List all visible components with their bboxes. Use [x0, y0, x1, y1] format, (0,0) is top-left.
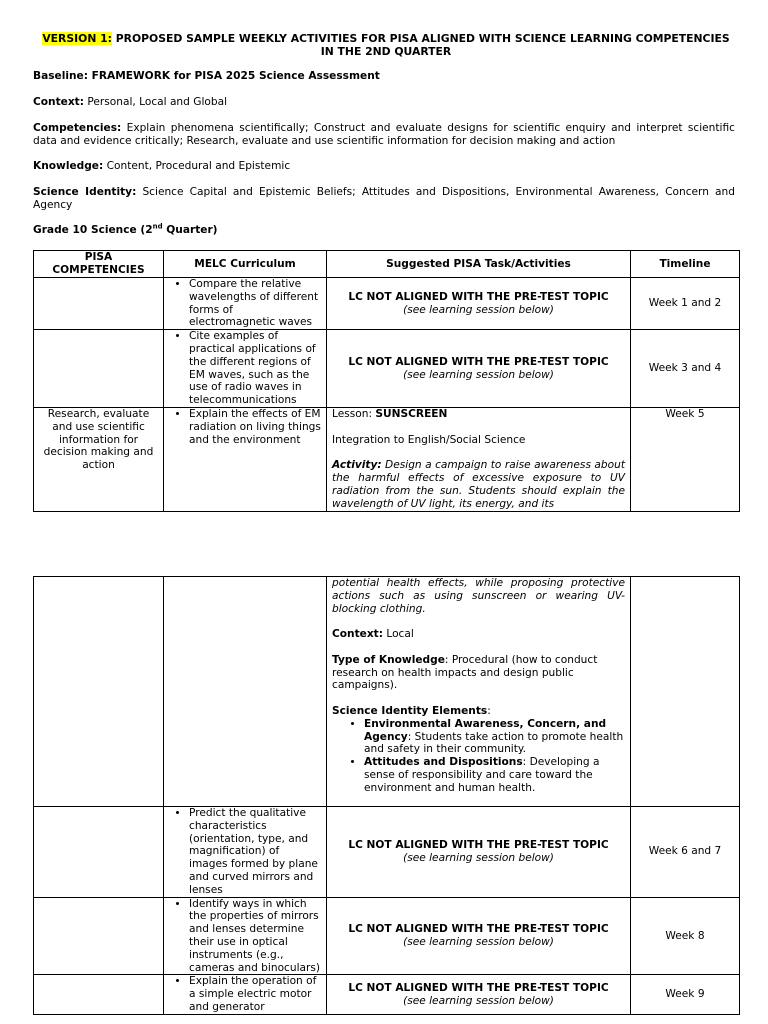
table-row: [34, 577, 740, 807]
timeline-cell: Week 6 and 7: [631, 807, 740, 898]
identity-elements-list: [332, 718, 625, 795]
pisa-cell: [34, 278, 164, 330]
melc-cell: [164, 577, 327, 807]
task-cell-sunscreen-continued: [327, 577, 631, 807]
table-row: [34, 278, 740, 330]
table-row: [34, 975, 740, 1014]
science-identity-line: Science Identity: Science Capital and Epistemic Beliefs; Attitudes and Dispositions, Environmental Awareness, Concern and Agency: [33, 186, 735, 211]
identity-elements-heading: Science Identity Elements:: [332, 704, 491, 717]
version-label: VERSION 1:: [42, 32, 112, 45]
task-cell-sunscreen: [327, 407, 631, 511]
melc-cell: • Predict the qualitative characteristics (orientation, type, and magnification) of images formed by plane and curved mirrors and lenses: [164, 807, 327, 898]
baseline-line: Baseline: FRAMEWORK for PISA 2025 Science Assessment: [33, 70, 380, 82]
pisa-cell: Research, evaluate and use scientific information for decision making and action: [34, 407, 164, 511]
timeline-cell: Week 1 and 2: [631, 278, 740, 330]
competencies-line: Competencies: Explain phenomena scientifically; Construct and evaluate designs for scientific enquiry and interpret scientific data and evidence critically; Research, evaluate and use scientific information for decision making and action: [33, 122, 735, 147]
melc-cell: • Cite examples of practical applications of the different regions of EM waves, such as the use of radio waves in telecommunications: [164, 330, 327, 408]
header-pisa: PISA COMPETENCIES: [34, 251, 164, 278]
integration-line: Integration to English/Social Science: [332, 433, 526, 446]
activities-table-part-2: [33, 576, 740, 1015]
activity-text-part-2: potential health effects, while proposing protective actions such as using sunscreen or wearing UV-blocking clothing.: [332, 577, 625, 615]
timeline-cell: Week 9: [631, 975, 740, 1014]
pisa-cell: [34, 807, 164, 898]
table-header-row: [34, 251, 740, 278]
task-cell: LC NOT ALIGNED WITH THE PRE-TEST TOPIC (see learning session below): [327, 975, 631, 1014]
melc-cell: • Explain the operation of a simple electric motor and generator: [164, 975, 327, 1014]
timeline-cell: Week 3 and 4: [631, 330, 740, 408]
melc-cell: • Explain the effects of EM radiation on living things and the environment: [164, 407, 327, 511]
list-item: • Attitudes and Dispositions: Developing a sense of responsibility and care toward the environment and human health.: [364, 756, 625, 794]
table-row: [34, 407, 740, 511]
lesson-line: Lesson: SUNSCREEN: [332, 407, 448, 420]
timeline-cell: [631, 577, 740, 807]
pisa-cell: [34, 330, 164, 408]
header-task: Suggested PISA Task/Activities: [327, 251, 631, 278]
header-timeline: Timeline: [631, 251, 740, 278]
table-row: [34, 330, 740, 408]
knowledge-line: Knowledge: Content, Procedural and Epistemic: [33, 160, 291, 172]
document-title: [33, 32, 739, 58]
timeline-cell: Week 5: [631, 407, 740, 511]
grade-heading: Grade 10 Science (2nd Quarter): [33, 222, 218, 236]
pisa-cell: [34, 577, 164, 807]
task-cell: LC NOT ALIGNED WITH THE PRE-TEST TOPIC (see learning session below): [327, 278, 631, 330]
type-of-knowledge-line: Type of Knowledge: Procedural (how to conduct research on health impacts and design public campaigns).: [332, 653, 598, 692]
task-cell: LC NOT ALIGNED WITH THE PRE-TEST TOPIC (see learning session below): [327, 897, 631, 975]
task-cell: LC NOT ALIGNED WITH THE PRE-TEST TOPIC (see learning session below): [327, 807, 631, 898]
table-row: [34, 807, 740, 898]
table-row: [34, 897, 740, 975]
list-item: • Environmental Awareness, Concern, and Agency: Students take action to promote health and safety in their community.: [364, 718, 625, 756]
activity-text-part-1: Activity: Design a campaign to raise awareness about the harmful effects of excessive exposure to UV radiation from the sun. Students should explain the wavelength of UV light, its energy, and its: [332, 459, 625, 510]
pisa-cell: [34, 897, 164, 975]
melc-cell: • Identify ways in which the properties of mirrors and lenses determine their use in optical instruments (e.g., cameras and binoculars): [164, 897, 327, 975]
pisa-cell: [34, 975, 164, 1014]
melc-cell: • Compare the relative wavelengths of different forms of electromagnetic waves: [164, 278, 327, 330]
activities-table-part-1: [33, 250, 740, 512]
context-line: Context: Personal, Local and Global: [33, 96, 228, 108]
task-cell: LC NOT ALIGNED WITH THE PRE-TEST TOPIC (see learning session below): [327, 330, 631, 408]
timeline-cell: Week 8: [631, 897, 740, 975]
title-text: PROPOSED SAMPLE WEEKLY ACTIVITIES FOR PISA ALIGNED WITH SCIENCE LEARNING COMPETENCIES: [111, 32, 730, 45]
sunscreen-context-line: Context: Local: [332, 628, 414, 641]
header-melc: MELC Curriculum: [164, 251, 327, 278]
title-line-2: IN THE 2ND QUARTER: [320, 45, 452, 58]
